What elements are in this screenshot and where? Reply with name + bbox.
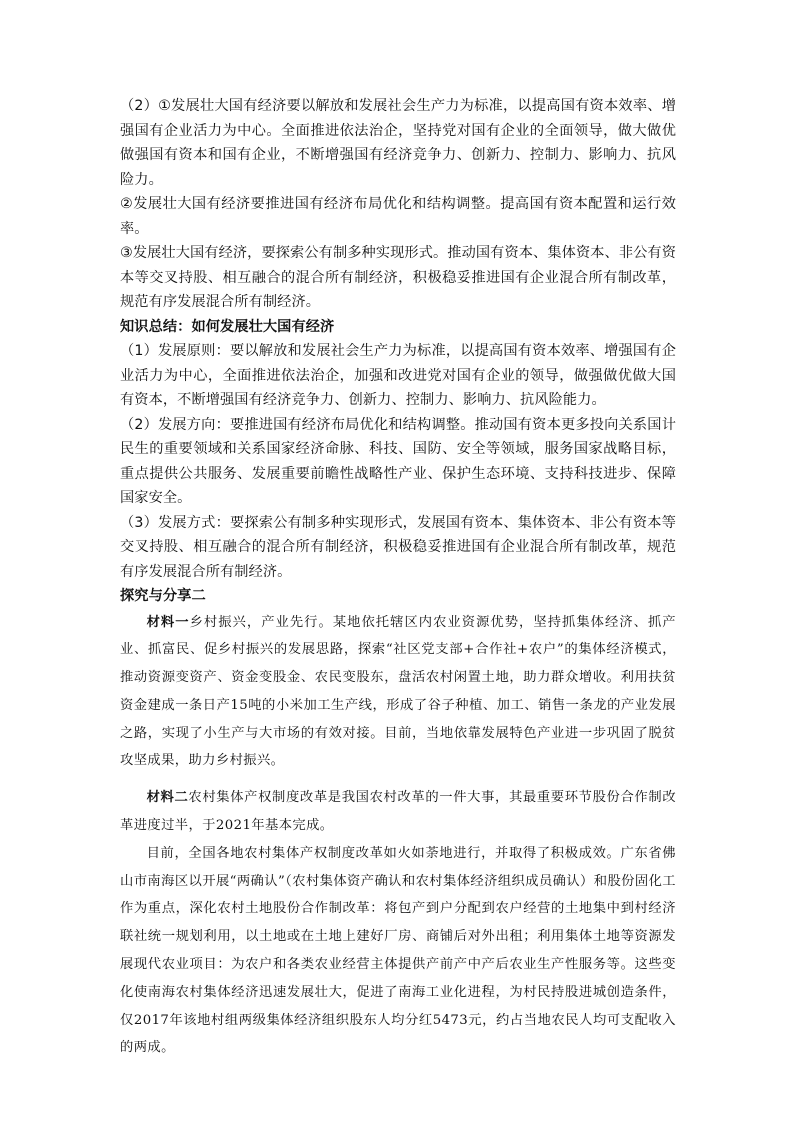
answer-paragraph-1: （2）①发展壮大国有经济要以解放和发展社会生产力为标准，以提高国有资本效率、增强国有企业活力为中心。全面推进依法治企，坚持党对国有企业的全面领导，做大做优做强国有资本和国有企业，不断增强国有经济竞争力、创新力、控制力、影响力、抗风险力。 <box>120 98 676 188</box>
explore-heading: 探究与分享二 <box>120 588 206 604</box>
material-2-text: 农村集体产权制度改革是我国农村改革的一件大事，其最重要环节股份合作制改革进度过半，于2021年基本完成。 <box>120 790 677 834</box>
summary-item-2: （2）发展方向：要推进国有经济布局优化和结构调整。推动国有资本更多投向关系国计民生的重要领域和关系国家经济命脉、科技、国防、安全等领域，服务国家战略目标，重点提供公共服务、发展重要前瞻性战略性产业、保护生态环境、支持科技进步、保障国家安全。 <box>120 416 676 506</box>
summary-heading: 知识总结：如何发展壮大国有经济 <box>120 318 335 335</box>
material-1-text: 乡村振兴，产业先行。某地依托辖区内农业资源优势，坚持抓集体经济、抓产业、抓富民、促乡村振兴的发展思路，探索“社区党支部+合作社+农户”的集体经济模式，推动资源变资产、资金变股金、农民变股东，盘活农村闲置土地，助力群众增收。利用扶贫资金建成一条日产15吨的小米加工生产线，形成了谷子种植、加工、销售一条龙的产业发展之路，实现了小生产与大市场的有效对接。目前，当地依靠发展特色产业进一步巩固了脱贫攻坚成果，助力乡村振兴。 <box>120 614 676 769</box>
answer-section <box>120 94 676 315</box>
answer-paragraph-2: ②发展壮大国有经济要推进国有经济布局优化和结构调整。提高国有资本配置和运行效率。 <box>120 196 676 237</box>
answer-paragraph-3: ③发展壮大国有经济，要探索公有制多种实现形式。推动国有资本、集体资本、非公有资本等交叉持股、相互融合的混合所有制经济，积极稳妥推进国有企业混合所有制改革，规范有序发展混合所有制经济。 <box>120 245 676 310</box>
summary-section <box>120 315 676 609</box>
summary-item-1: （1）发展原则：要以解放和发展社会生产力为标准，以提高国有资本效率、增强国有企业活力为中心，全面推进依法治企，加强和改进党对国有企业的领导，做强做优做大国有资本，不断增强国有经济竞争力、创新力、控制力、影响力、抗风险能力。 <box>120 343 676 408</box>
material-2 <box>120 784 676 840</box>
material-2-paragraph-2: 目前，全国各地农村集体产权制度改革如火如荼地进行，并取得了积极成效。广东省佛山市南海区以开展“两确认”（农村集体资产确认和农村集体经济组织成员确认）和股份固化工作为重点，深化农村土地股份合作制改革：将包产到户分配到农户经营的土地集中到村经济联社统一规划利用，以土地或在土地上建好厂房、商铺后对外出租；利用集体土地等资源发展现代农业项目：为农户和各类农业经营主体提供产前产中产后农业生产性服务等。这些变化使南海农村集体经济迅速发展壮大，促进了南海工业化进程，为村民持股进城创造条件，仅2017年该地村组两级集体经济组织股东人均分红5473元，约占当地农民人均可支配收入的两成。 <box>120 845 676 1056</box>
document-page <box>120 94 676 1062</box>
material-2-label: 材料二 <box>146 790 189 806</box>
material-1-label: 材料一 <box>146 614 190 630</box>
material-1 <box>120 609 676 776</box>
summary-item-3: （3）发展方式：要探索公有制多种实现形式，发展国有资本、集体资本、非公有资本等交叉持股、相互融合的混合所有制经济，积极稳妥推进国有企业混合所有制改革，规范有序发展混合所有制经济。 <box>120 514 676 580</box>
materials-section <box>120 609 676 1063</box>
